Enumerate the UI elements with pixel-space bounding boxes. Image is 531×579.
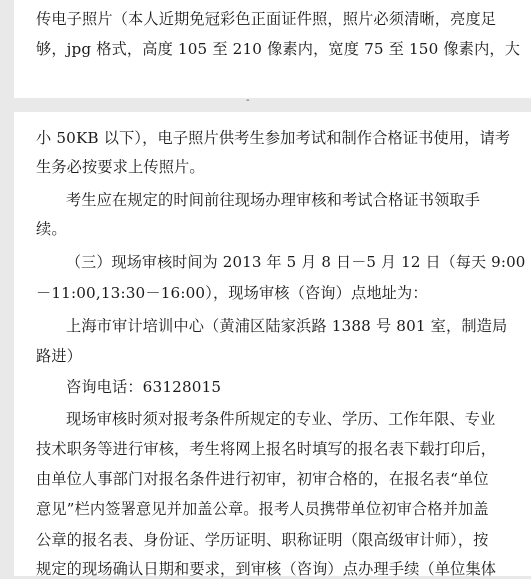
text-line: 规定的现场确认日期和要求，到审核（咨询）点办理手续（单位集体: [36, 560, 497, 578]
text-line: 生务必按要求上传照片。: [36, 158, 205, 176]
text-line: 意见”栏内签署意见并加盖公章。报考人员携带单位初审合格并加盖: [36, 500, 489, 518]
page-break-marker: -: [246, 95, 250, 106]
text-line: 够，jpg 格式，高度 105 至 210 像素内，宽度 75 至 150 像素内，大: [36, 40, 521, 58]
document-page-top: [14, 0, 531, 106]
text-line: 现场审核时须对报考条件所规定的专业、学历、工作年限、专业: [66, 410, 496, 428]
text-line: 技术职务等进行审核，考生将网上报名时填写的报名表下载打印后，: [36, 440, 497, 458]
text-line: 上海市审计培训中心（黄浦区陆家浜路 1388 号 801 室，制造局: [66, 317, 508, 335]
text-line: 小 50KB 以下），电子照片供考生参加考试和制作合格证书使用，请考: [36, 129, 511, 147]
text-line: 路进）: [36, 347, 83, 365]
text-line: 公章的报名表、身份证、学历证明、职称证明（限高级审计师），按: [36, 531, 489, 549]
text-line: 咨询电话：63128015: [66, 378, 222, 396]
text-line: 续。: [36, 220, 67, 238]
document-page-bottom: [14, 112, 531, 576]
text-line: （三）现场审核时间为 2013 年 5 月 8 日－5 月 12 日（每天 9:00: [66, 253, 526, 271]
text-line: 考生应在规定的时间前往现场办理审核和考试合格证书领取手: [66, 191, 481, 209]
text-line: 传电子照片（本人近期免冠彩色正面证件照，照片必须清晰，亮度足: [36, 10, 497, 28]
text-line: －11:00,13:30－16:00），现场审核（咨询）点地址为：: [36, 284, 428, 302]
text-line: 由单位人事部门对报名条件进行初审，初审合格的，在报名表“单位: [36, 470, 489, 488]
